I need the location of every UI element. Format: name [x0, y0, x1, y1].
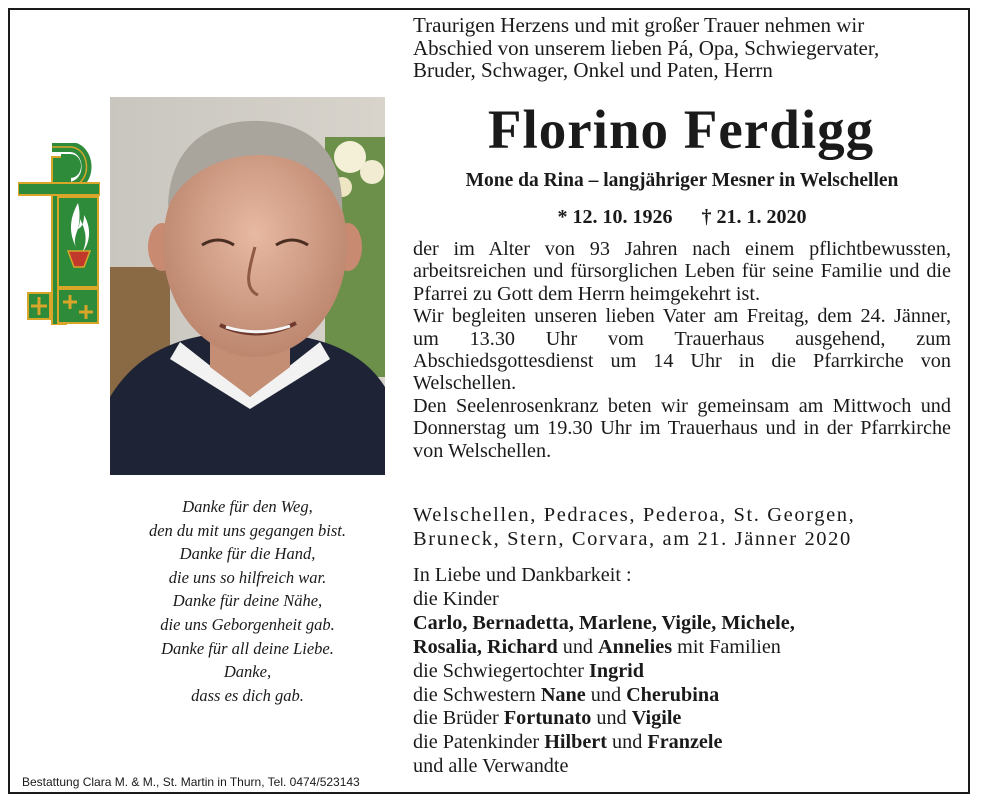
places-and-date — [413, 503, 951, 551]
death-date: † 21. 1. 2020 — [701, 206, 807, 228]
poem-line: Danke für all deine Liebe. — [161, 638, 334, 658]
kinder-line-1 — [413, 612, 951, 636]
life-dates — [413, 206, 951, 229]
kinder-names: Carlo, Bernadetta, Marlene, Vigile, Michele, — [413, 611, 795, 634]
relative-name: Fortunato — [503, 707, 592, 730]
brueder-line — [413, 707, 951, 731]
connector: und — [612, 731, 643, 754]
mourners-list — [413, 564, 951, 779]
kinder-names: Rosalia, Richard — [413, 635, 558, 658]
poem-line: Danke für den Weg, — [182, 497, 313, 516]
birth-date: * 12. 10. 1926 — [557, 206, 673, 228]
intro-line: Bruder, Schwager, Onkel und Paten, Herrn — [413, 58, 773, 82]
kinder-suffix: mit Familien — [677, 635, 781, 658]
relative-name: Vigile — [631, 707, 682, 730]
kinder-line-2 — [413, 636, 951, 660]
connector: und — [590, 683, 622, 706]
schwiegertochter-line — [413, 660, 951, 684]
body-paragraph: der im Alter von 93 Jahren nach einem pflichtbewussten, arbeitsreichen und fürsorglichen Leben für seine Familie und die Pfarrei zu Gott dem Herrn heimgekehrt ist. — [413, 238, 951, 305]
relation-label: die Brüder — [413, 707, 499, 730]
mourners-intro: In Liebe und Dankbarkeit : — [413, 564, 632, 586]
closing-line: und alle Verwandte — [413, 755, 569, 778]
poem-line: den du mit uns gegangen bist. — [148, 520, 347, 540]
poem-line: Danke, — [223, 662, 272, 682]
kinder-label: die Kinder — [413, 587, 499, 610]
poem-line: dass es dich gab. — [191, 685, 304, 705]
poem-line: die uns so hilfreich war. — [168, 567, 327, 587]
deceased-name: Florino Ferdigg — [487, 99, 875, 160]
relation-label: die Schwestern — [413, 683, 536, 706]
schwestern-line — [413, 684, 951, 708]
portrait-photo — [110, 97, 385, 475]
funeral-home-footer: Bestattung Clara M. & M., St. Martin in Thurn, Tel. 0474/523143 — [22, 775, 360, 789]
connector: und — [596, 707, 627, 730]
kinder-name: Annelies — [598, 635, 673, 658]
places-line: Welschellen, Pedraces, Pederoa, St. Georgen, — [413, 504, 856, 526]
relation-label: die Schwiegertochter — [413, 659, 584, 682]
relative-name: Nane — [540, 683, 586, 706]
deceased-subtitle: Mone da Rina – langjähriger Mesner in Welschellen — [465, 170, 899, 191]
places-line: Bruneck, Stern, Corvara, am 21. Jänner 2020 — [413, 528, 852, 550]
chi-rho-cross-flame-icon — [18, 143, 100, 325]
poem-line: Danke für die Hand, — [179, 544, 316, 564]
relation-label: die Patenkinder — [413, 731, 540, 754]
intro-line: Abschied von unserem lieben Pá, Opa, Schwiegervater, — [413, 35, 880, 60]
connector: und — [562, 635, 594, 658]
body-paragraph: Wir begleiten unseren lieben Vater am Freitag, dem 24. Jänner, um 13.30 Uhr vom Trauerhaus ausgehend, zum Abschiedsgottesdienst um 14 Uhr in die Pfarrkirche von Welschellen. — [413, 305, 951, 395]
poem-line: Danke für deine Nähe, — [172, 591, 323, 611]
relative-name: Hilbert — [544, 731, 607, 754]
relative-name: Cherubina — [626, 683, 720, 706]
patenkinder-line — [413, 731, 951, 755]
poem-line: die uns Geborgenheit gab. — [160, 614, 335, 634]
intro-line: Traurigen Herzens und mit großer Trauer nehmen wir — [413, 13, 865, 37]
relative-name: Franzele — [647, 731, 723, 754]
intro-text — [413, 14, 951, 82]
body-paragraph: Den Seelenrosenkranz beten wir gemeinsam am Mittwoch und Donnerstag um 19.30 Uhr im Trauerhaus und in der Pfarrkirche von Welschellen. — [413, 394, 951, 462]
notice-body — [413, 238, 951, 462]
poem — [110, 495, 385, 707]
relative-name: Ingrid — [589, 659, 644, 682]
